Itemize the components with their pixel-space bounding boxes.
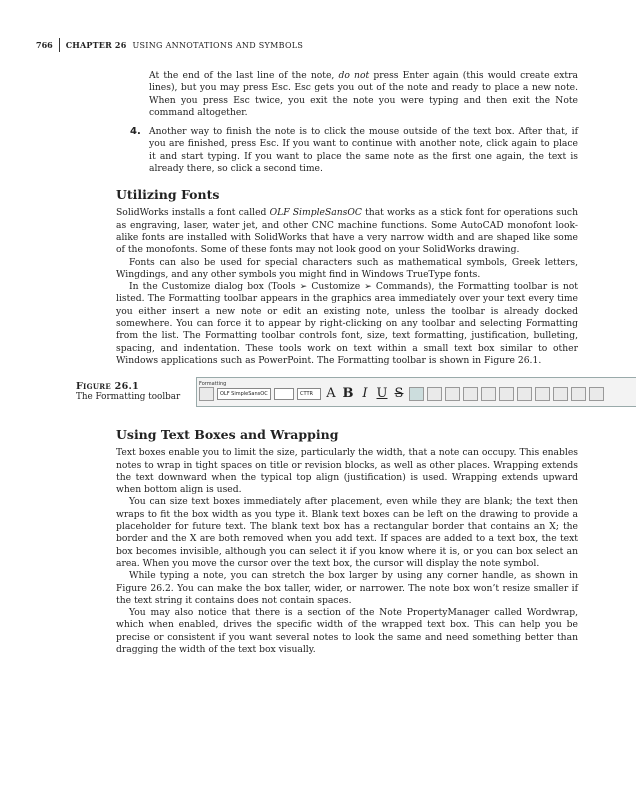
toolbar-title: Formatting — [199, 381, 227, 388]
size-select[interactable] — [274, 388, 294, 400]
text-run: that works as a stick font for operations such as engraving, laser, water jet, and other CNC machine functions. Some AutoCAD monofont look-alike fonts are installed with SolidWorks that have a very narrow width and are shaped like some of the monofonts. Some of these fonts may not look good on your SolidWorks drawing. — [116, 207, 578, 256]
emphasis-text: OLF SimpleSansOC — [269, 207, 362, 219]
text-run: SolidWorks installs a font called — [116, 207, 270, 219]
align-left-icon[interactable] — [409, 387, 424, 401]
indent-icon[interactable] — [553, 387, 568, 401]
line-spacing-icon[interactable] — [589, 387, 604, 401]
emphasis-text: do not — [338, 70, 370, 81]
numbering-icon[interactable] — [535, 387, 550, 401]
formatting-toolbar-image — [196, 377, 636, 407]
outdent-icon[interactable] — [571, 387, 586, 401]
figure-label: Figure 26.1 — [76, 381, 139, 393]
toolbar-controls — [199, 387, 604, 401]
list-number: 4. — [130, 126, 141, 138]
align-center-icon[interactable] — [427, 387, 442, 401]
figure-caption — [76, 381, 180, 403]
header-divider — [59, 38, 60, 52]
fonts-paragraph-2: Fonts can also be used for special characters such as mathematical symbols, Greek letters, Wingdings, and any other symbols you might find in Windows TrueType fonts. — [116, 256, 578, 280]
fonts-paragraph-3: In the Customize dialog box (Tools ➢ Customize ➢ Commands), the Formatting toolbar is not listed. The Formatting toolbar appears in the graphics area immediately over your text every time you either insert a new note or edit an existing note, unless the toolbar is already docked somewhere. You can force it to appear by right-clicking on any toolbar and selecting Formatting from the list. The Formatting toolbar controls font, size, text formatting, justification, bulleting, spacing, and indentation. These tools work on text within a small text box similar to other Windows applications such as PowerPoint. The Formatting toolbar is shown in Figure 26.1. — [116, 281, 578, 366]
justify-icon[interactable] — [463, 387, 478, 401]
align-right-icon[interactable] — [445, 387, 460, 401]
figure-26-1 — [76, 377, 578, 411]
font-select[interactable]: OLF SimpleSansOC — [217, 388, 271, 400]
list-item-4 — [130, 126, 578, 175]
subscript-icon[interactable] — [499, 387, 514, 401]
section-heading-text-boxes: Using Text Boxes and Wrapping — [116, 427, 339, 443]
bullets-icon[interactable] — [517, 387, 532, 401]
superscript-icon[interactable] — [481, 387, 496, 401]
text-boxes-paragraph-3: While typing a note, you can stretch the box larger by using any corner handle, as shown in Figure 26.2. You can make the box taller, wider, or narrower. The note box won’t resize smaller if the text string it contains does not contain spaces. — [116, 570, 578, 606]
running-header — [36, 38, 303, 52]
bold-button[interactable]: B — [342, 386, 354, 402]
text-boxes-paragraph-2: You can size text boxes immediately after placement, even while they are blank; the text then wraps to fit the box width as you type it. Blank text boxes can be left on the drawing to provide a placeholder for future text. The blank text box has a rectangular border that contains an X; the border and the X are both removed when you add text. If spaces are added to a text box, the text box becomes invisible, although you can select it if you know where it is, or you can box select an area. When you move the cursor over the text box, the cursor will display the note symbol. — [116, 496, 578, 569]
text-boxes-paragraph-1: Text boxes enable you to limit the size, particularly the width, that a note can occupy. This enables notes to wrap in tight spaces on title or revision blocks, as well as other places. Wrapping extends the text downward when the typical top align (justification) is used. Wrapping extends upward when bottom align is used. — [116, 447, 578, 496]
chapter-title: USING ANNOTATIONS AND SYMBOLS — [132, 40, 304, 50]
figure-caption-text: The Formatting toolbar — [76, 392, 181, 403]
font-color-button[interactable]: A — [326, 386, 336, 402]
list-item-text: Another way to finish the note is to click the mouse outside of the text box. After that, if you are finished, press Esc. If you want to continue with another note, click again to place it and start typing. If you want to place the same note as the first one again, the text is already there, so click a second time. — [149, 126, 578, 175]
chapter-label: CHAPTER 26 — [65, 40, 127, 50]
section-heading-fonts: Utilizing Fonts — [116, 187, 220, 203]
point-select[interactable]: CTTR — [297, 388, 321, 400]
strikethrough-button[interactable]: S — [394, 386, 404, 402]
underline-button[interactable]: U — [376, 386, 388, 402]
text-boxes-paragraph-4: You may also notice that there is a section of the Note PropertyManager called Wordwrap, which when enabled, drives the specific width of the wrapped text box. This can help you be precise or consistent if you want several notes to look the same and need something better than dragging the width of the text box visually. — [116, 607, 578, 655]
font-icon — [199, 387, 214, 401]
text-run: press Enter again (this would create extra lines), but you may press Esc. Esc gets you out of the note and ready to place a new note. When you press Esc twice, you exit the note you were typing and then exit the Note command altogether. — [149, 70, 578, 118]
page-content — [76, 70, 578, 656]
fonts-paragraph-1 — [116, 207, 578, 256]
text-run: At the end of the last line of the note, — [149, 70, 339, 81]
italic-button[interactable]: I — [362, 386, 368, 402]
note-continuation-paragraph — [149, 70, 578, 119]
page-number: 766 — [36, 40, 53, 50]
